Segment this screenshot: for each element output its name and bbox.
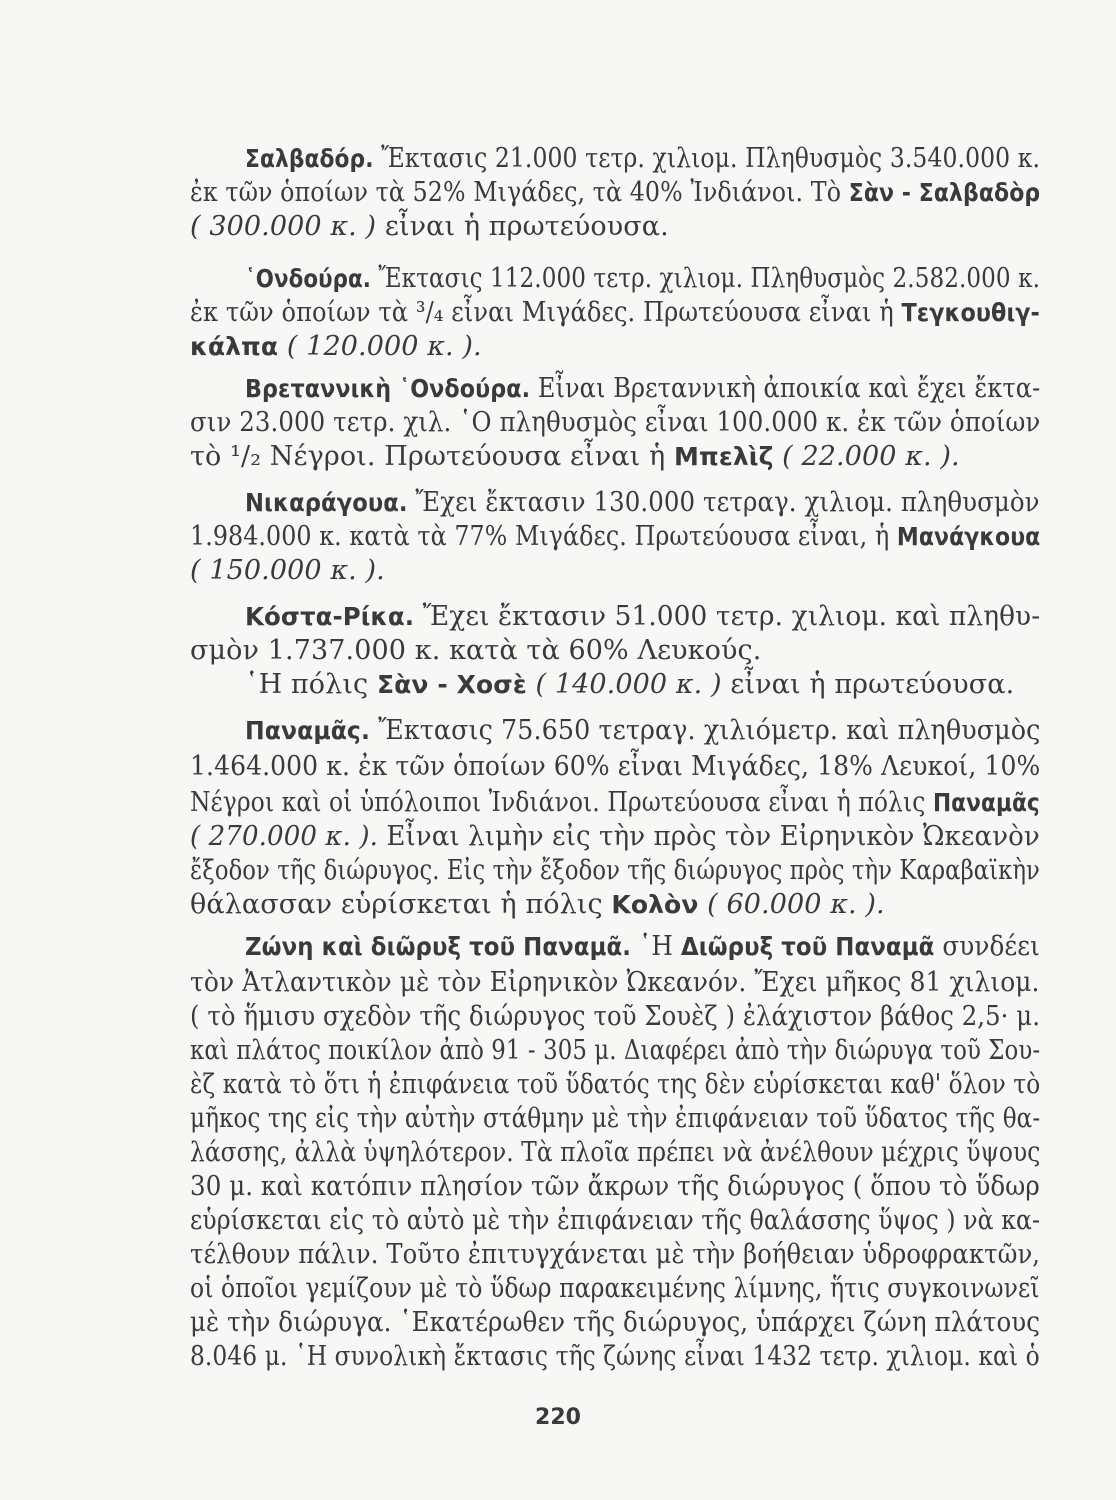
british-honduras-line-1: Βρεταννικὴ ῾Ονδούρα. Εἶναι Βρεταννικὴ ἀποικία καὶ ἔχει ἔκτα-	[245, 373, 1041, 404]
canal-zone-line: 30 μ. καὶ κατόπιν πλησίον τῶν ἄκρων τῆς διώρυγος ( ὅπου τὸ ὕδωρ	[190, 1171, 1040, 1202]
nicaragua-line-3: ( 150.000 κ. ).	[190, 555, 385, 586]
salvador-capital: Σὰν - Σαλβαδὸρ	[848, 178, 1041, 207]
nicaragua-line-2: 1.984.000 κ. κατὰ τὰ 77% Μιγάδες. Πρωτεύουσα εἶναι, ἡ Μανάγκουα	[190, 521, 1041, 552]
panama-line-1: Παναμᾶς. Ἔκτασις 75.650 τετραγ. χιλιόμετρ. καὶ πληθυσμὸς	[245, 715, 1041, 746]
salvador-line-1: Σαλβαδόρ. Ἔκτασις 21.000 τετρ. χιλιομ. Πληθυσμὸς 3.540.000 κ.	[245, 143, 1041, 174]
panama-line-2: 1.464.000 κ. ἐκ τῶν ὁποίων 60% εἶναι Μιγάδες, 18% Λευκοί, 10%	[190, 751, 1041, 782]
page-number: 220	[535, 1405, 581, 1430]
nicaragua-heading: Νικαράγουα.	[245, 488, 408, 517]
honduras-line-1: ῾Ονδούρα. Ἔκτασις 112.000 τετρ. χιλιομ. Πληθυσμὸς 2.582.000 κ.	[245, 263, 1040, 294]
honduras-heading: ῾Ονδούρα.	[245, 264, 371, 293]
panama-capital: Παναμᾶς	[932, 788, 1040, 817]
british-honduras-capital: Μπελὶζ	[673, 442, 774, 471]
canal-zone-line: καὶ πλάτος ποικίλον ἀπὸ 91 - 305 μ. Διαφέρει ἀπὸ τὴν διώρυγα τοῦ Σου-	[190, 1035, 1041, 1066]
costa-rica-heading: Κόστα-Ρίκα.	[245, 602, 415, 631]
costa-rica-line-3: ῾Η πόλις Σὰν - Χοσὲ ( 140.000 κ. ) εἶναι ἡ πρωτεύουσα.	[245, 669, 1015, 700]
canal-zone-line: τὸν Ἀτλαντικὸν μὲ τὸν Εἰρηνικὸν Ὠκεανόν. Ἔχει μῆκος 81 χιλιομ.	[190, 967, 1040, 998]
canal-zone-heading: Ζώνη καὶ διῶρυξ τοῦ Παναμᾶ.	[245, 932, 632, 961]
canal-zone-line-1: Ζώνη καὶ διῶρυξ τοῦ Παναμᾶ. ῾Η Διῶρυξ τοῦ Παναμᾶ συνδέει	[245, 931, 1040, 962]
salvador-heading: Σαλβαδόρ.	[245, 144, 374, 173]
canal-name: Διῶρυξ τοῦ Παναμᾶ	[680, 932, 935, 961]
canal-zone-line: μῆκος της εἰς τὴν αὐτὴν στάθμην μὲ τὴν ἐπιφάνειαν τοῦ ὕδατος τῆς θα-	[190, 1103, 1041, 1134]
panama-line-6: θάλασσαν εὑρίσκεται ἡ πόλις Κολὸν ( 60.000 κ. ).	[190, 889, 885, 920]
panama-line-4: ( 270.000 κ. ). Εἶναι λιμὴν εἰς τὴν πρὸς τὸν Εἰρηνικὸν Ὠκεανὸν	[190, 821, 1040, 852]
honduras-line-2: ἐκ τῶν ὁποίων τὰ ³/₄ εἶναι Μιγάδες. Πρωτεύουσα εἶναι ἡ Τεγκουθιγ-	[190, 297, 1040, 328]
salvador-line-2: ἐκ τῶν ὁποίων τὰ 52% Μιγάδες, τὰ 40% Ἰνδιάνοι. Τὸ Σὰν - Σαλβαδὸρ	[190, 177, 1041, 208]
british-honduras-heading: Βρεταννικὴ ῾Ονδούρα.	[245, 374, 531, 403]
canal-zone-line: 8.046 μ. ῾Η συνολικὴ ἔκτασις τῆς ζώνης εἶναι 1432 τετρ. χιλιομ. καὶ ὁ	[190, 1341, 1040, 1372]
british-honduras-line-3: τὸ ¹/₂ Νέγροι. Πρωτεύουσα εἶναι ἡ Μπελὶζ ( 22.000 κ. ).	[190, 441, 960, 472]
canal-zone-line: τέλθουν πάλιν. Τοῦτο ἐπιτυγχάνεται μὲ τὴν βοήθειαν ὑδροφρακτῶν,	[190, 1239, 1041, 1270]
costa-rica-line-2: σμὸν 1.737.000 κ. κατὰ τὰ 60% Λευκούς.	[190, 635, 762, 666]
panama-heading: Παναμᾶς.	[245, 716, 370, 745]
canal-zone-line: εὑρίσκεται εἰς τὸ αὐτὸ μὲ τὴν ἐπιφάνειαν τῆς θαλάσσης ὕψος ) νὰ κα-	[190, 1205, 1041, 1236]
honduras-line-3: κάλπα ( 120.000 κ. ).	[190, 331, 482, 362]
canal-zone-line: μὲ τὴν διώρυγα. ῾Εκατέρωθεν τῆς διώρυγος, ὑπάρχει ζώνη πλάτους	[190, 1307, 1041, 1338]
canal-zone-line: ( τὸ ἥμισυ σχεδὸν τῆς διώρυγος τοῦ Σουὲζ ) ἐλάχιστον βάθος 2,5· μ.	[190, 1001, 1041, 1032]
salvador-line-3: ( 300.000 κ. ) εἶναι ἡ πρωτεύουσα.	[190, 211, 669, 242]
honduras-capital: κάλπα	[190, 332, 279, 361]
nicaragua-capital: Μανάγκουα	[896, 522, 1041, 551]
panama-line-5: ἔξοδον τῆς διώρυγος. Εἰς τὴν ἔξοδον τῆς διώρυγος πρὸς τὴν Καραβαϊκὴν	[190, 855, 1040, 886]
colon-city: Κολὸν	[611, 890, 699, 919]
costa-rica-line-1: Κόστα-Ρίκα. Ἔχει ἔκτασιν 51.000 τετρ. χιλιομ. καὶ πληθυ-	[245, 601, 1041, 632]
canal-zone-line: ὲζ κατὰ τὸ ὅτι ἡ ἐπιφάνεια τοῦ ὕδατός της δὲν εὑρίσκεται καθ' ὅλον τὸ	[190, 1069, 1041, 1100]
panama-line-3: Νέγροι καὶ οἱ ὑπόλοιποι Ἰνδιάνοι. Πρωτεύουσα εἶναι ἡ πόλις Παναμᾶς	[190, 787, 1040, 818]
nicaragua-line-1: Νικαράγουα. Ἔχει ἔκτασιν 130.000 τετραγ. χιλιομ. πληθυσμὸν	[245, 487, 1040, 518]
canal-zone-line: λάσσης, ἀλλὰ ὑψηλότερον. Τὰ πλοῖα πρέπει νὰ ἀνέλθουν μέχρις ὕψους	[190, 1137, 1041, 1168]
canal-zone-line: οἱ ὁποῖοι γεμίζουν μὲ τὸ ὕδωρ παρακειμένης λίμνης, ἥτις συγκοινωνεῖ	[190, 1273, 1040, 1304]
british-honduras-line-2: σιν 23.000 τετρ. χιλ. ῾Ο πληθυσμὸς εἶναι 100.000 κ. ἐκ τῶν ὁποίων	[190, 407, 1041, 438]
costa-rica-capital: Σὰν - Χοσὲ	[376, 670, 527, 699]
